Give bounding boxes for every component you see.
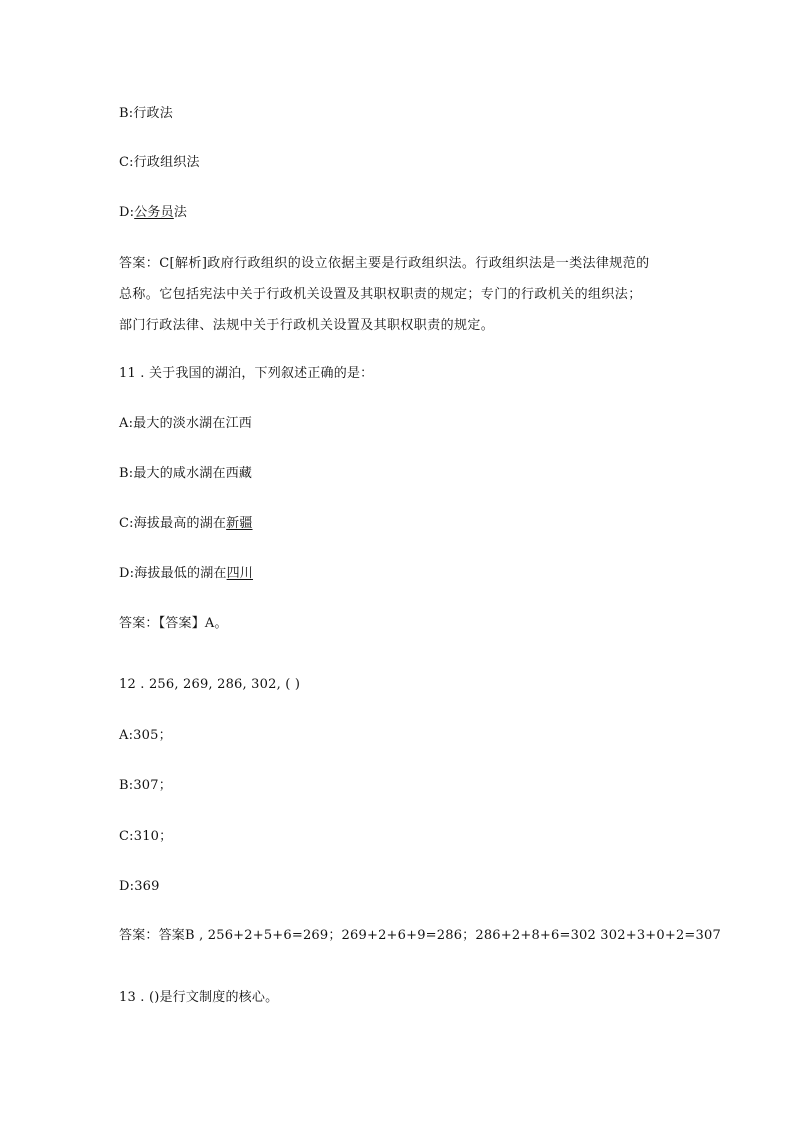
q11-option-b: B:最大的咸水湖在西藏 <box>119 466 253 481</box>
q12-option-a: A:305； <box>119 728 172 743</box>
q11-option-d-prefix: D:海拔最低的湖在 <box>119 566 227 581</box>
q11-option-c-underlined: 新疆 <box>226 516 253 531</box>
q10-answer-line: 总称。它包括宪法中关于行政机关设置及其职权职责的规定；专门的行政机关的组织法； <box>119 287 642 302</box>
q10-option-d-underlined: 公务员 <box>134 205 174 220</box>
q12-option-b: B:307； <box>119 778 172 793</box>
q10-option-c: C:行政组织法 <box>119 155 200 170</box>
q12-option-d: D:369 <box>119 879 160 894</box>
q13-question: 13 . ()是行文制度的核心。 <box>119 990 279 1005</box>
q10-option-b: B:行政法 <box>119 106 173 121</box>
q11-option-c-prefix: C:海拔最高的湖在 <box>119 516 227 531</box>
q10-answer <box>119 248 679 341</box>
q10-option-d-prefix: D: <box>119 205 135 220</box>
q10-option-d <box>119 205 187 221</box>
q11-option-c <box>119 516 253 532</box>
q12-option-c: C:310； <box>119 829 173 844</box>
q12-answer: 答案：答案B , 256+2+5+6=269；269+2+6+9=286；286+2+8+6=302 302+3+0+2=307 <box>119 928 721 943</box>
q12-question: 12 . 256, 269, 286, 302, ( ) <box>119 677 301 692</box>
q11-option-d-underlined: 四川 <box>226 566 254 581</box>
q10-answer-line: 答案：C[解析]政府行政组织的设立依据主要是行政组织法。行政组织法是一类法律规范的 <box>119 256 650 271</box>
q10-answer-line: 部门行政法律、法规中关于行政机关设置及其职权职责的规定。 <box>119 318 495 333</box>
q11-option-a: A:最大的淡水湖在江西 <box>119 416 252 431</box>
q10-option-d-suffix: 法 <box>173 205 188 220</box>
q11-option-d <box>119 566 253 582</box>
q11-question: 11 . 关于我国的湖泊，下列叙述正确的是： <box>119 366 374 381</box>
q11-answer: 答案：【答案】A。 <box>119 616 228 631</box>
